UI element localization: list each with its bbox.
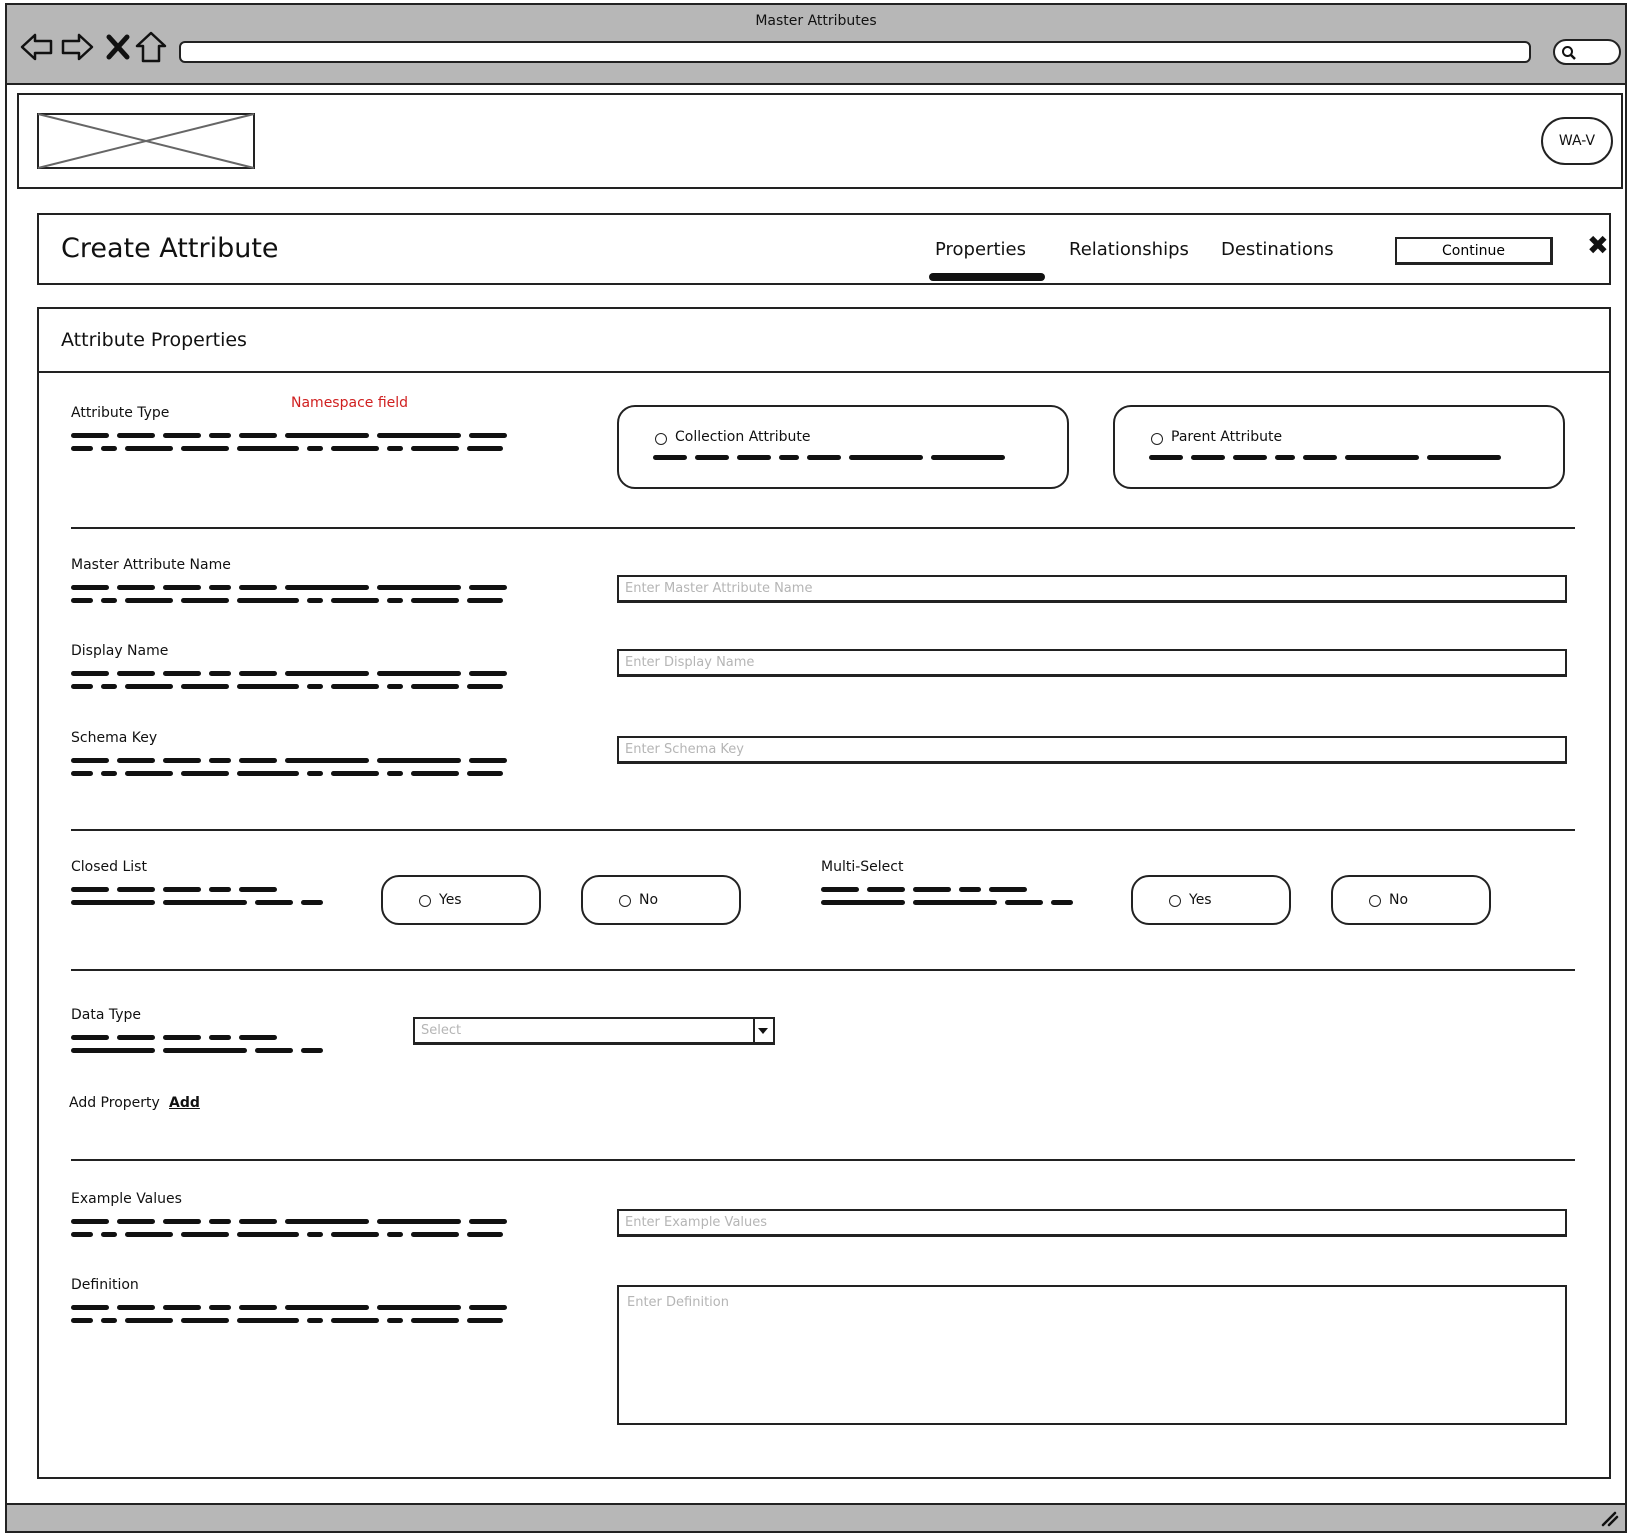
master-attribute-name-label: Master Attribute Name bbox=[71, 557, 231, 573]
display-name-label: Display Name bbox=[71, 643, 169, 659]
create-attribute-toolbar bbox=[37, 213, 1611, 285]
section-divider bbox=[71, 969, 1575, 971]
multi-select-no-option[interactable] bbox=[1331, 875, 1491, 925]
chevron-down-icon bbox=[755, 1019, 771, 1041]
panel-title: Attribute Properties bbox=[61, 329, 247, 351]
tab-destinations[interactable]: Destinations bbox=[1221, 239, 1334, 260]
schema-key-description bbox=[71, 758, 507, 776]
closed-list-description bbox=[71, 887, 323, 905]
display-name-description bbox=[71, 671, 507, 689]
browser-statusbar bbox=[7, 1503, 1625, 1531]
definition-textarea[interactable] bbox=[617, 1285, 1567, 1425]
attribute-type-description bbox=[71, 433, 507, 451]
schema-key-input[interactable] bbox=[617, 736, 1567, 764]
data-type-description bbox=[71, 1035, 323, 1053]
back-arrow-icon[interactable] bbox=[19, 29, 55, 65]
closed-list-no-label: No bbox=[639, 892, 659, 908]
example-values-input[interactable] bbox=[617, 1209, 1567, 1237]
closed-list-yes-option[interactable] bbox=[381, 875, 541, 925]
browser-titlebar bbox=[7, 5, 1625, 85]
collection-attribute-label: Collection Attribute bbox=[675, 429, 811, 445]
definition-description bbox=[71, 1305, 507, 1323]
data-type-selected-value: Select bbox=[421, 1023, 462, 1038]
collection-attribute-description bbox=[653, 455, 1005, 460]
radio-icon[interactable] bbox=[655, 433, 667, 445]
home-icon[interactable] bbox=[133, 29, 169, 65]
continue-button[interactable]: Continue bbox=[1395, 237, 1553, 265]
section-divider bbox=[71, 527, 1575, 529]
display-name-input[interactable] bbox=[617, 649, 1567, 677]
parent-attribute-option[interactable] bbox=[1113, 405, 1565, 489]
radio-icon[interactable] bbox=[419, 895, 431, 907]
window-title: Master Attributes bbox=[755, 13, 877, 29]
closed-list-label: Closed List bbox=[71, 859, 147, 875]
closed-list-no-option[interactable] bbox=[581, 875, 741, 925]
browser-window bbox=[5, 3, 1627, 1533]
dropdown-toggle[interactable] bbox=[753, 1019, 773, 1042]
closed-list-yes-label: Yes bbox=[439, 892, 462, 908]
tab-properties[interactable]: Properties bbox=[935, 239, 1026, 260]
add-property-label: Add Property bbox=[69, 1095, 160, 1111]
forward-arrow-icon[interactable] bbox=[59, 29, 95, 65]
section-divider bbox=[71, 829, 1575, 831]
radio-icon[interactable] bbox=[1169, 895, 1181, 907]
browser-search-field[interactable] bbox=[1553, 39, 1621, 65]
data-type-label: Data Type bbox=[71, 1007, 142, 1023]
definition-label: Definition bbox=[71, 1277, 139, 1293]
radio-icon[interactable] bbox=[1151, 433, 1163, 445]
search-icon bbox=[1561, 45, 1577, 61]
attribute-type-label: Attribute Type bbox=[71, 405, 170, 421]
panel-header bbox=[39, 309, 1609, 373]
schema-key-label: Schema Key bbox=[71, 730, 158, 746]
tab-relationships[interactable]: Relationships bbox=[1069, 239, 1189, 260]
parent-attribute-description bbox=[1149, 455, 1501, 460]
page-title: Create Attribute bbox=[61, 233, 279, 264]
section-divider bbox=[71, 1159, 1575, 1161]
multi-select-description bbox=[821, 887, 1073, 905]
master-attribute-name-input[interactable] bbox=[617, 575, 1567, 603]
stop-icon[interactable] bbox=[101, 29, 137, 65]
url-bar[interactable] bbox=[179, 41, 1531, 63]
example-values-label: Example Values bbox=[71, 1191, 182, 1207]
collection-attribute-option[interactable] bbox=[617, 405, 1069, 489]
logo-placeholder-icon bbox=[37, 113, 255, 169]
multi-select-yes-option[interactable] bbox=[1131, 875, 1291, 925]
multi-select-label: Multi-Select bbox=[821, 859, 904, 875]
data-type-select[interactable] bbox=[413, 1017, 775, 1045]
master-attribute-name-description bbox=[71, 585, 507, 603]
app-header bbox=[17, 93, 1623, 189]
active-tab-indicator bbox=[929, 273, 1045, 281]
parent-attribute-label: Parent Attribute bbox=[1171, 429, 1283, 445]
radio-icon[interactable] bbox=[619, 895, 631, 907]
resize-grip-icon[interactable] bbox=[1599, 1509, 1619, 1527]
attribute-properties-panel bbox=[37, 307, 1611, 1479]
user-avatar[interactable]: WA-V bbox=[1541, 117, 1613, 165]
add-property-link[interactable]: Add bbox=[169, 1095, 200, 1111]
namespace-note: Namespace field bbox=[291, 395, 409, 411]
multi-select-yes-label: Yes bbox=[1189, 892, 1212, 908]
close-icon[interactable]: ✖ bbox=[1587, 231, 1609, 261]
example-values-description bbox=[71, 1219, 507, 1237]
multi-select-no-label: No bbox=[1389, 892, 1409, 908]
radio-icon[interactable] bbox=[1369, 895, 1381, 907]
